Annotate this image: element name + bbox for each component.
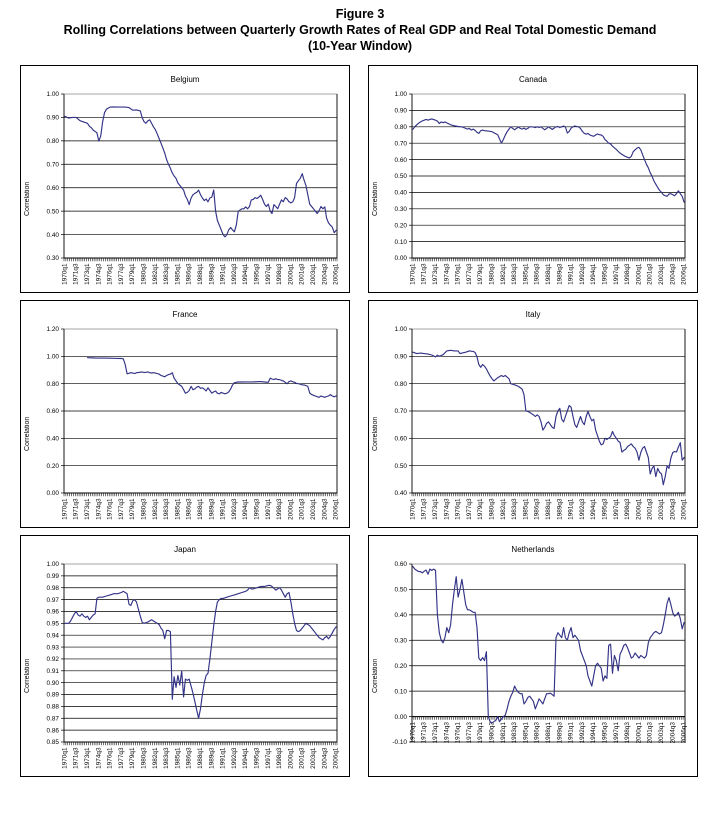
chart-panel-netherlands <box>368 535 698 777</box>
svg-text:0.92: 0.92 <box>46 656 59 664</box>
svg-text:1989q3: 1989q3 <box>556 722 564 744</box>
svg-text:1983q3: 1983q3 <box>163 263 171 285</box>
svg-text:1979q1: 1979q1 <box>477 498 485 520</box>
svg-text:2006q1: 2006q1 <box>332 263 340 285</box>
svg-text:1970q1: 1970q1 <box>61 747 69 769</box>
svg-text:1979q1: 1979q1 <box>129 747 137 769</box>
canada-chart-canvas <box>382 88 697 292</box>
svg-text:0.70: 0.70 <box>394 408 407 416</box>
svg-text:0.00: 0.00 <box>394 713 407 721</box>
svg-text:1973q1: 1973q1 <box>84 747 92 769</box>
svg-text:1982q1: 1982q1 <box>499 498 507 520</box>
svg-text:1991q1: 1991q1 <box>219 498 227 520</box>
svg-text:2000q1: 2000q1 <box>287 498 295 520</box>
svg-text:1986q3: 1986q3 <box>185 747 193 769</box>
svg-text:0.80: 0.80 <box>46 380 59 388</box>
svg-text:0.50: 0.50 <box>394 586 407 594</box>
svg-text:1985q1: 1985q1 <box>522 498 530 520</box>
svg-text:0.10: 0.10 <box>394 688 407 696</box>
svg-text:2000q1: 2000q1 <box>635 263 643 285</box>
svg-text:2004q3: 2004q3 <box>321 263 329 285</box>
svg-text:2004q3: 2004q3 <box>669 498 677 520</box>
svg-text:0.50: 0.50 <box>394 173 407 181</box>
figure-label: Figure 3 <box>335 7 385 21</box>
svg-text:0.60: 0.60 <box>46 184 59 192</box>
svg-text:2004q3: 2004q3 <box>321 747 329 769</box>
svg-text:0.88: 0.88 <box>46 703 59 711</box>
svg-text:0.70: 0.70 <box>46 161 59 169</box>
svg-text:1970q1: 1970q1 <box>409 722 417 744</box>
plot-row <box>21 558 349 776</box>
svg-text:1997q1: 1997q1 <box>612 263 620 285</box>
svg-text:1994q1: 1994q1 <box>590 722 598 744</box>
svg-text:1974q3: 1974q3 <box>95 263 103 285</box>
svg-text:1980q3: 1980q3 <box>488 263 496 285</box>
svg-text:1971q3: 1971q3 <box>72 263 80 285</box>
svg-text:1980q3: 1980q3 <box>140 747 148 769</box>
svg-text:0.90: 0.90 <box>46 114 59 122</box>
svg-text:2003q1: 2003q1 <box>657 498 665 520</box>
svg-text:1.00: 1.00 <box>46 561 59 569</box>
svg-text:1986q3: 1986q3 <box>533 263 541 285</box>
chart-panel-japan <box>20 535 350 777</box>
svg-text:1980q3: 1980q3 <box>140 263 148 285</box>
svg-text:0.60: 0.60 <box>46 408 59 416</box>
svg-text:1977q3: 1977q3 <box>465 263 473 285</box>
svg-text:1998q3: 1998q3 <box>624 263 632 285</box>
svg-text:0.60: 0.60 <box>394 435 407 443</box>
svg-text:1988q1: 1988q1 <box>545 263 552 285</box>
svg-text:1.00: 1.00 <box>46 91 59 99</box>
svg-text:1989q3: 1989q3 <box>208 498 216 520</box>
svg-text:1989q3: 1989q3 <box>208 263 216 285</box>
svg-text:0.80: 0.80 <box>394 124 407 131</box>
svg-text:1973q1: 1973q1 <box>432 263 440 285</box>
svg-text:1976q1: 1976q1 <box>454 498 462 520</box>
svg-text:1985q1: 1985q1 <box>174 263 182 285</box>
svg-text:1976q1: 1976q1 <box>454 722 462 744</box>
svg-text:1971q3: 1971q3 <box>72 498 80 520</box>
svg-text:2001q3: 2001q3 <box>646 263 654 285</box>
svg-text:2001q3: 2001q3 <box>298 263 306 285</box>
svg-text:1982q1: 1982q1 <box>499 263 507 285</box>
svg-text:0.10: 0.10 <box>394 238 407 246</box>
svg-text:1.20: 1.20 <box>46 326 59 334</box>
svg-text:0.89: 0.89 <box>46 691 59 699</box>
svg-text:1998q3: 1998q3 <box>624 722 632 744</box>
svg-text:0.80: 0.80 <box>46 138 59 146</box>
charts-grid <box>20 65 720 777</box>
svg-text:0.20: 0.20 <box>394 662 407 670</box>
svg-text:1977q3: 1977q3 <box>465 498 473 520</box>
figure-title: Rolling Correlations between Quarterly Growth Rates of Real GDP and Real Total Domestic Demand <box>63 23 657 37</box>
chart-panel-italy <box>368 300 698 528</box>
svg-text:1997q1: 1997q1 <box>264 498 272 520</box>
chart-title: Japan <box>174 545 196 554</box>
svg-text:0.95: 0.95 <box>46 620 59 628</box>
svg-text:0.90: 0.90 <box>394 107 407 115</box>
svg-text:0.60: 0.60 <box>394 156 407 164</box>
svg-text:0.60: 0.60 <box>394 561 407 569</box>
svg-text:1989q3: 1989q3 <box>208 747 216 769</box>
svg-text:1983q3: 1983q3 <box>511 722 519 744</box>
svg-text:1979q1: 1979q1 <box>477 263 485 285</box>
plot-row <box>21 323 349 527</box>
svg-text:1970q1: 1970q1 <box>409 498 417 520</box>
svg-text:1991q1: 1991q1 <box>219 263 227 285</box>
svg-text:0.70: 0.70 <box>394 140 407 148</box>
svg-text:2001q3: 2001q3 <box>298 498 306 520</box>
svg-text:1974q3: 1974q3 <box>95 747 103 769</box>
svg-text:2001q3: 2001q3 <box>646 498 654 520</box>
svg-text:1988q1: 1988q1 <box>545 498 552 520</box>
svg-text:1977q3: 1977q3 <box>117 747 125 769</box>
svg-text:0.91: 0.91 <box>46 668 59 675</box>
svg-text:1998q3: 1998q3 <box>276 747 284 769</box>
svg-text:1974q3: 1974q3 <box>443 722 451 744</box>
plot-row <box>369 323 697 527</box>
svg-text:2000q1: 2000q1 <box>287 263 295 285</box>
svg-text:0.40: 0.40 <box>394 189 407 197</box>
svg-text:0.98: 0.98 <box>46 584 59 592</box>
svg-text:1997q1: 1997q1 <box>612 498 620 520</box>
y-axis-label: Correlation <box>372 416 379 452</box>
svg-text:1976q1: 1976q1 <box>454 263 462 285</box>
svg-text:1971q3: 1971q3 <box>420 498 428 520</box>
svg-text:1985q1: 1985q1 <box>174 747 182 769</box>
svg-text:2003q1: 2003q1 <box>309 498 317 520</box>
svg-text:1988q1: 1988q1 <box>197 263 204 285</box>
svg-text:2003q1: 2003q1 <box>309 263 317 285</box>
japan-chart-canvas <box>34 558 349 776</box>
svg-text:1971q3: 1971q3 <box>420 263 428 285</box>
svg-text:0.20: 0.20 <box>394 222 407 230</box>
svg-text:1994q1: 1994q1 <box>242 263 250 285</box>
svg-text:0.50: 0.50 <box>394 462 407 470</box>
svg-text:2004q3: 2004q3 <box>669 722 677 744</box>
svg-text:1977q3: 1977q3 <box>465 722 473 744</box>
svg-text:1998q3: 1998q3 <box>276 263 284 285</box>
svg-text:1989q3: 1989q3 <box>556 498 564 520</box>
svg-text:-0.10: -0.10 <box>392 739 407 747</box>
svg-text:2000q1: 2000q1 <box>635 498 643 520</box>
svg-text:1994q1: 1994q1 <box>242 498 250 520</box>
svg-text:1995q3: 1995q3 <box>253 263 261 285</box>
svg-text:1983q3: 1983q3 <box>511 498 519 520</box>
svg-text:1985q1: 1985q1 <box>174 498 182 520</box>
svg-text:1985q1: 1985q1 <box>522 722 530 744</box>
svg-text:1970q1: 1970q1 <box>61 263 69 285</box>
svg-text:1988q1: 1988q1 <box>545 722 552 744</box>
svg-text:1997q1: 1997q1 <box>612 722 620 744</box>
svg-text:1992q3: 1992q3 <box>578 263 586 285</box>
svg-text:0.86: 0.86 <box>46 727 59 735</box>
chart-title: Netherlands <box>511 545 555 554</box>
svg-text:2001q3: 2001q3 <box>646 722 654 744</box>
france-chart-canvas <box>34 323 349 527</box>
svg-text:0.97: 0.97 <box>46 596 59 604</box>
svg-text:2006q1: 2006q1 <box>680 722 688 744</box>
svg-text:1983q3: 1983q3 <box>163 498 171 520</box>
svg-text:0.93: 0.93 <box>46 644 59 652</box>
svg-text:2001q3: 2001q3 <box>298 747 306 769</box>
svg-text:2004q3: 2004q3 <box>669 263 677 285</box>
svg-text:1998q3: 1998q3 <box>624 498 632 520</box>
y-axis-label: Correlation <box>24 181 31 217</box>
svg-text:1970q1: 1970q1 <box>61 498 69 520</box>
svg-text:1986q3: 1986q3 <box>185 263 193 285</box>
svg-text:0.00: 0.00 <box>46 490 59 498</box>
chart-title: Italy <box>525 310 541 319</box>
svg-text:1977q3: 1977q3 <box>117 263 125 285</box>
svg-text:1976q1: 1976q1 <box>106 263 114 285</box>
svg-text:2006q1: 2006q1 <box>680 498 688 520</box>
svg-text:1979q1: 1979q1 <box>477 722 485 744</box>
chart-panel-belgium <box>20 65 350 293</box>
svg-text:1982q1: 1982q1 <box>151 498 159 520</box>
svg-text:1973q1: 1973q1 <box>84 498 92 520</box>
italy-chart-canvas <box>382 323 697 527</box>
svg-text:1974q3: 1974q3 <box>95 498 103 520</box>
svg-text:0.30: 0.30 <box>394 206 407 213</box>
svg-text:1982q1: 1982q1 <box>499 722 507 744</box>
svg-text:0.40: 0.40 <box>394 612 407 620</box>
svg-text:2003q1: 2003q1 <box>309 747 317 769</box>
chart-title: France <box>172 310 198 319</box>
svg-text:1.00: 1.00 <box>46 353 59 361</box>
y-axis-label: Correlation <box>24 658 31 694</box>
chart-panel-france <box>20 300 350 528</box>
svg-text:1994q1: 1994q1 <box>242 747 250 769</box>
svg-text:0.96: 0.96 <box>46 608 59 616</box>
svg-text:1976q1: 1976q1 <box>106 498 114 520</box>
svg-text:2003q1: 2003q1 <box>657 263 665 285</box>
svg-text:2004q3: 2004q3 <box>321 498 329 520</box>
svg-text:1991q1: 1991q1 <box>567 263 575 285</box>
svg-text:1988q1: 1988q1 <box>197 498 204 520</box>
svg-text:1995q3: 1995q3 <box>601 722 609 744</box>
svg-text:2006q1: 2006q1 <box>332 498 340 520</box>
svg-text:1974q3: 1974q3 <box>443 498 451 520</box>
svg-text:1973q1: 1973q1 <box>432 498 440 520</box>
svg-text:1992q3: 1992q3 <box>230 498 238 520</box>
svg-text:0.50: 0.50 <box>46 208 59 216</box>
svg-text:1995q3: 1995q3 <box>601 498 609 520</box>
svg-text:1986q3: 1986q3 <box>185 498 193 520</box>
svg-text:1992q3: 1992q3 <box>230 263 238 285</box>
svg-text:2000q1: 2000q1 <box>635 722 643 744</box>
figure-header <box>0 0 720 54</box>
svg-text:0.90: 0.90 <box>46 679 59 687</box>
svg-text:1980q3: 1980q3 <box>488 722 496 744</box>
svg-text:1991q1: 1991q1 <box>219 747 227 769</box>
chart-title: Canada <box>518 75 548 84</box>
svg-text:2003q1: 2003q1 <box>657 722 665 744</box>
svg-text:1985q1: 1985q1 <box>522 263 530 285</box>
svg-text:1982q1: 1982q1 <box>151 263 159 285</box>
y-axis-label: Correlation <box>372 181 379 217</box>
svg-text:1991q1: 1991q1 <box>567 498 575 520</box>
svg-text:1.00: 1.00 <box>394 91 407 99</box>
svg-text:1983q3: 1983q3 <box>511 263 519 285</box>
svg-text:1980q3: 1980q3 <box>140 498 148 520</box>
svg-text:1982q1: 1982q1 <box>151 747 159 769</box>
svg-text:1995q3: 1995q3 <box>253 498 261 520</box>
svg-text:1980q3: 1980q3 <box>488 498 496 520</box>
plot-row <box>369 558 697 776</box>
svg-text:1994q1: 1994q1 <box>590 263 598 285</box>
svg-text:1979q1: 1979q1 <box>129 498 137 520</box>
svg-text:0.40: 0.40 <box>46 231 59 239</box>
svg-text:1995q3: 1995q3 <box>253 747 261 769</box>
svg-text:1992q3: 1992q3 <box>230 747 238 769</box>
svg-text:1.00: 1.00 <box>394 326 407 334</box>
svg-text:1997q1: 1997q1 <box>264 263 272 285</box>
svg-text:0.40: 0.40 <box>394 490 407 498</box>
chart-panel-canada <box>368 65 698 293</box>
svg-text:2000q1: 2000q1 <box>287 747 295 769</box>
y-axis-label: Correlation <box>24 416 31 452</box>
svg-text:1992q3: 1992q3 <box>578 722 586 744</box>
svg-text:1994q1: 1994q1 <box>590 498 598 520</box>
svg-text:0.87: 0.87 <box>46 715 59 723</box>
svg-text:1979q1: 1979q1 <box>129 263 137 285</box>
svg-text:1986q3: 1986q3 <box>533 498 541 520</box>
svg-text:0.90: 0.90 <box>394 353 407 361</box>
svg-text:1971q3: 1971q3 <box>72 747 80 769</box>
svg-text:1998q3: 1998q3 <box>276 498 284 520</box>
plot-row <box>369 88 697 292</box>
svg-text:0.80: 0.80 <box>394 380 407 388</box>
svg-text:2006q1: 2006q1 <box>680 263 688 285</box>
svg-text:1976q1: 1976q1 <box>106 747 114 769</box>
svg-text:1989q3: 1989q3 <box>556 263 564 285</box>
svg-text:0.85: 0.85 <box>46 739 59 747</box>
figure-subtitle: (10-Year Window) <box>307 39 413 53</box>
svg-text:0.40: 0.40 <box>46 435 59 443</box>
svg-text:0.00: 0.00 <box>394 255 407 263</box>
svg-text:0.30: 0.30 <box>394 637 407 645</box>
svg-text:1970q1: 1970q1 <box>409 263 417 285</box>
svg-text:1971q3: 1971q3 <box>420 722 428 744</box>
svg-text:1995q3: 1995q3 <box>601 263 609 285</box>
svg-text:0.99: 0.99 <box>46 573 59 581</box>
y-axis-label: Correlation <box>372 658 379 694</box>
svg-text:1988q1: 1988q1 <box>197 747 204 769</box>
svg-text:1973q1: 1973q1 <box>84 263 92 285</box>
netherlands-chart-canvas <box>382 558 697 776</box>
svg-text:0.20: 0.20 <box>46 462 59 470</box>
svg-text:1983q3: 1983q3 <box>163 747 171 769</box>
svg-text:1974q3: 1974q3 <box>443 263 451 285</box>
svg-text:1997q1: 1997q1 <box>264 747 272 769</box>
svg-text:1992q3: 1992q3 <box>578 498 586 520</box>
svg-text:0.94: 0.94 <box>46 632 59 640</box>
plot-row <box>21 88 349 292</box>
belgium-chart-canvas <box>34 88 349 292</box>
chart-title: Belgium <box>170 75 200 84</box>
svg-text:1986q3: 1986q3 <box>533 722 541 744</box>
svg-text:2006q1: 2006q1 <box>332 747 340 769</box>
svg-text:1973q1: 1973q1 <box>432 722 440 744</box>
svg-text:1991q1: 1991q1 <box>567 722 575 744</box>
svg-text:1977q3: 1977q3 <box>117 498 125 520</box>
svg-text:0.30: 0.30 <box>46 255 59 263</box>
